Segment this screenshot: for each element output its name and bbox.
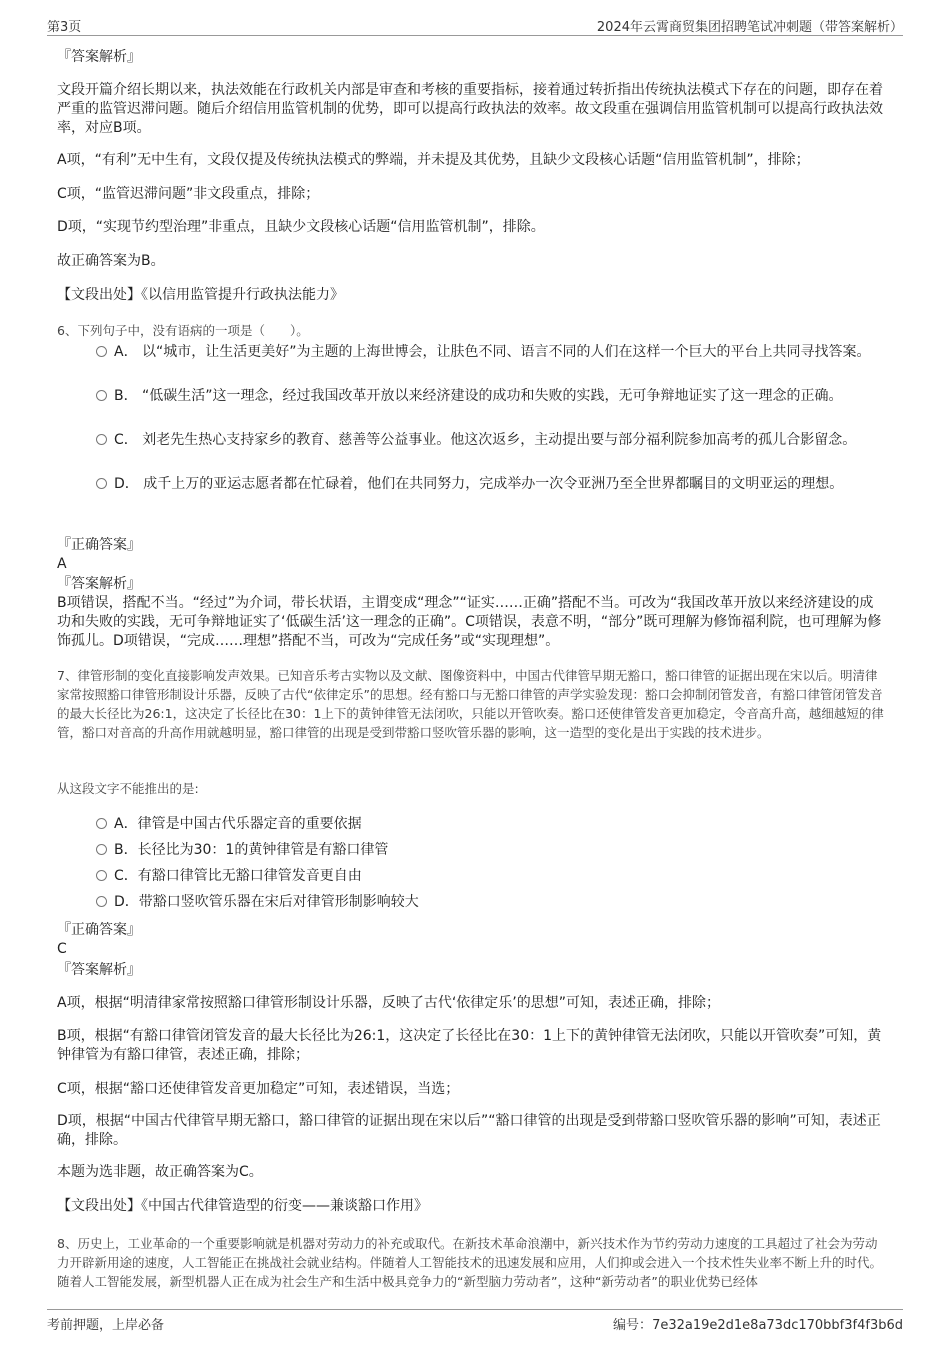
q7-analysis-option-b: B项，根据“有豁口律管闭管发音的最大长径比为26:1，这决定了长径比在30：1上下的黄钟律管无法闭吹，只能以开管吹奏”可知，黄钟律管为有豁口律管，表述正确，排除； <box>57 1028 882 1063</box>
q7-option-b-text: B．长径比为30：1的黄钟律管是有豁口律管 <box>114 842 389 858</box>
q7-option-a[interactable] <box>96 815 886 834</box>
q6-option-d[interactable] <box>96 475 886 494</box>
q7-answer: C <box>57 941 67 957</box>
page-number: 第3页 <box>47 20 82 35</box>
q7-answer-label: 『正确答案』 <box>57 922 141 938</box>
q7-option-b[interactable] <box>96 841 886 860</box>
q7-option-c[interactable] <box>96 867 886 886</box>
q5-analysis-option-d: D项，“实现节约型治理”非重点，且缺少文段核心话题“信用监管机制”，排除。 <box>57 219 545 235</box>
q7-conclusion: 本题为选非题，故正确答案为C。 <box>57 1164 263 1180</box>
q7-analysis-option-d: D项，根据“中国古代律管早期无豁口，豁口律管的证据出现在宋以后”“豁口律管的出现是受到带豁口竖吹管乐器的影响”可知，表述正确，排除。 <box>57 1113 881 1148</box>
q5-analysis-option-a: A项，“有利”无中生有，文段仅提及传统执法模式的弊端，并未提及其优势，且缺少文段核心话题“信用监管机制”，排除； <box>57 152 810 168</box>
q7-option-d-text: D．带豁口竖吹管乐器在宋后对律管形制影响较大 <box>114 894 419 910</box>
q6-option-d-text: D． 成千上万的亚运志愿者都在忙碌着，他们在共同努力，完成举办一次令亚洲乃至全世界都瞩目的文明亚运的理想。 <box>114 476 844 492</box>
radio-icon[interactable] <box>96 896 107 907</box>
q7-source: 【文段出处】《中国古代律管造型的衍变——兼谈豁口作用》 <box>57 1198 428 1214</box>
q5-source: 【文段出处】《以信用监管提升行政执法能力》 <box>57 287 344 303</box>
q7-analysis-option-a: A项，根据“明清律家常按照豁口律管形制设计乐器，反映了古代‘依律定乐’的思想”可知，表述正确，排除； <box>57 995 720 1011</box>
q8-question: 8、历史上，工业革命的一个重要影响就是机器对劳动力的补充或取代。在新技术革命浪潮中，新兴技术作为节约劳动力速度的工具超过了社会为劳动力开辟新用途的速度，人工智能正在挑战社会就业结构。伴随着人工智能技术的迅速发展和应用，人们抑或会进入一个技术性失业率不断上升的时代。随着人工智能发展，新型机器人正在成为社会生产和生活中极具竞争力的“新型脑力劳动者”，这种“新劳动者”的职业优势已经体 <box>57 1236 883 1289</box>
q5-conclusion: 故正确答案为B。 <box>57 253 165 269</box>
q6-option-c-text: C． 刘老先生热心支持家乡的教育、慈善等公益事业。他这次返乡，主动提出要与部分福利院参加高考的孤儿合影留念。 <box>114 432 857 448</box>
q6-analysis: B项错误，搭配不当。“经过”为介词，带长状语，主谓变成“理念”“证实……正确”搭配不当。可改为“我国改革开放以来经济建设的成功和失败的实践，无可争辩地证实了‘低碳生活’这一理念的正确”。C项错误，表意不明，“部分”既可理解为修饰福利院，也可理解为修饰孤儿。D项错误，“完成……理想”搭配不当，可改为“完成任务”或“实现理想”。 <box>57 595 882 649</box>
q5-analysis-paragraph: 文段开篇介绍长期以来，执法效能在行政机关内部是审查和考核的重要指标，接着通过转折指出传统执法模式下存在的问题，即存在着严重的监管迟滞问题。随后介绍信用监管机制的优势，即可以提高行政执法的效率。故文段重在强调信用监管机制可以提高行政执法效率，对应B项。 <box>57 82 883 136</box>
q7-prompt: 从这段文字不能推出的是: <box>57 781 199 796</box>
q6-option-a[interactable] <box>96 343 886 362</box>
q7-analysis-label: 『答案解析』 <box>57 962 141 978</box>
footer-code-value: 7e32a19e2d1e8a73dc170bbf3f4f3b6d <box>652 1318 903 1333</box>
q6-question: 6、下列句子中，没有语病的一项是（ ）。 <box>57 323 309 338</box>
radio-icon[interactable] <box>96 434 107 445</box>
radio-icon[interactable] <box>96 346 107 357</box>
document-title: 2024年云霄商贸集团招聘笔试冲刺题（带答案解析） <box>596 20 903 35</box>
radio-icon[interactable] <box>96 844 107 855</box>
radio-icon[interactable] <box>96 478 107 489</box>
q7-option-d[interactable] <box>96 893 886 912</box>
radio-icon[interactable] <box>96 818 107 829</box>
q6-option-c[interactable] <box>96 431 886 450</box>
q6-option-b[interactable] <box>96 387 886 406</box>
q6-answer: A <box>57 556 67 572</box>
q7-option-a-text: A．律管是中国古代乐器定音的重要依据 <box>114 816 362 832</box>
footer-slogan: 考前押题，上岸必备 <box>47 1318 165 1333</box>
q6-analysis-label: 『答案解析』 <box>57 576 141 592</box>
q7-analysis-option-c: C项，根据“豁口还使律管发音更加稳定”可知，表述错误，当选； <box>57 1081 460 1097</box>
footer-rule <box>47 1309 903 1310</box>
radio-icon[interactable] <box>96 390 107 401</box>
header-rule <box>47 35 903 36</box>
footer-code <box>613 1314 903 1333</box>
q7-option-c-text: C．有豁口律管比无豁口律管发音更自由 <box>114 868 362 884</box>
radio-icon[interactable] <box>96 870 107 881</box>
q7-question: 7、律管形制的变化直接影响发声效果。已知音乐考古实物以及文献、图像资料中，中国古代律管早期无豁口，豁口律管的证据出现在宋以后。明清律家常按照豁口律管形制设计乐器，反映了古代“依律定乐”的思想。经有豁口与无豁口律管的声学实验发现：豁口会抑制闭管发音，有豁口律管闭管发音的最大长径比为26:1，这决定了长径比在30：1上下的黄钟律管无法闭吹，只能以开管吹奏。豁口还使律管发音更加稳定，令音高升高，越细越短的律管，豁口对音高的升高作用就越明显，豁口律管的出现是受到带豁口竖吹管乐器的影响，这一造型的变化是出于实践的技术进步。 <box>57 668 884 740</box>
q6-option-b-text: B． “低碳生活”这一理念，经过我国改革开放以来经济建设的成功和失败的实践，无可争辩地证实了这一理念的正确。 <box>114 388 843 404</box>
q6-option-a-text: A． 以“城市，让生活更美好”为主题的上海世博会，让肤色不同、语言不同的人们在这样一个巨大的平台上共同寻找答案。 <box>114 344 871 360</box>
footer-code-label: 编号： <box>613 1318 653 1333</box>
q6-answer-label: 『正确答案』 <box>57 537 141 553</box>
q5-analysis-option-c: C项，“监管迟滞问题”非文段重点，排除； <box>57 186 320 202</box>
q5-analysis-label: 『答案解析』 <box>57 49 141 65</box>
